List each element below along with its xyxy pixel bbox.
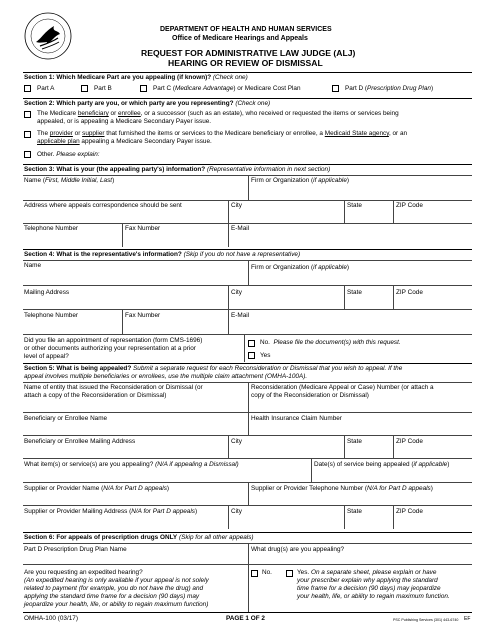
s4-yes-checkbox[interactable]	[248, 352, 255, 359]
beneficiary-checkbox[interactable]	[24, 111, 31, 118]
s4-yes-label: Yes	[260, 352, 271, 359]
s5-beneficiary-address-label: Beneficiary or Enrollee Mailing Address	[24, 438, 136, 445]
part-d-checkbox[interactable]	[332, 85, 339, 92]
beneficiary-option-line2: appealed, or is appealing a Medicare Secondary Payer issue.	[37, 118, 212, 125]
s6-expedited-question-1: Are you requesting an expedited hearing?	[24, 569, 143, 576]
s5-state-label: State	[347, 438, 362, 445]
beneficiary-option-line1: The Medicare beneficiary or enrollee, or a successor (such as an estate), who received or requested the items or services being	[37, 110, 399, 117]
form-number: OMHA-100 (03/17)	[24, 615, 78, 622]
s6-expedited-question-4: applying the standard time frame for a decision (90 days) may	[24, 593, 200, 600]
s6-yes-explain-2: your prescriber explain why applying the standard	[297, 577, 438, 584]
s6-yes-label: Yes. On a separate sheet, please explain or have	[297, 569, 437, 576]
s4-email-label: E-Mail	[231, 312, 250, 319]
other-option-label: Other. Please explain:	[37, 151, 100, 158]
section2-heading: Section 2: Which party are you, or which party are you representing? (Check one)	[24, 100, 271, 107]
section4-heading: Section 4: What is the representative's information? (Skip if you do not have a representative)	[24, 251, 301, 258]
form-title-line1: REQUEST FOR ADMINISTRATIVE LAW JUDGE (ALJ)	[141, 48, 356, 58]
section3-heading: Section 3: What is your (the appealing party's) information? (Representative information in next section)	[24, 166, 331, 173]
s5-recon-label-1: Reconsideration (Medicare Appeal or Case) Number (or attach a	[251, 384, 434, 391]
form-title-line2: HEARING OR REVIEW OF DISMISSAL	[168, 58, 323, 68]
part-c-checkbox[interactable]	[140, 85, 147, 92]
s5-zip2-label: ZIP Code	[396, 508, 423, 515]
hhs-seal	[24, 12, 72, 60]
s4-name-label: Name	[24, 262, 42, 269]
s6-no-label: No.	[262, 569, 272, 576]
s6-expedited-question-3: related to payment (for example, you do not have the drug) and	[24, 585, 204, 592]
s4-city-label: City	[231, 289, 243, 296]
s4-appointment-question-2: or other documents authorizing your representation at a prior	[24, 345, 196, 352]
s6-no-checkbox[interactable]	[251, 570, 258, 577]
s6-yes-checkbox[interactable]	[286, 570, 293, 577]
s6-drug-label: What drug(s) are you appealing?	[251, 546, 345, 553]
dept-heading: DEPARTMENT OF HEALTH AND HUMAN SERVICES	[160, 26, 332, 33]
ef-mark: EF	[464, 616, 471, 622]
part-b-checkbox[interactable]	[81, 85, 88, 92]
s5-entity-label-1: Name of entity that issued the Reconsideration or Dismissal (or	[24, 384, 203, 391]
s4-zip-label: ZIP Code	[396, 289, 423, 296]
s5-beneficiary-name-label: Beneficiary or Enrollee Name	[24, 415, 108, 422]
s6-expedited-question-5: jeopardize your health, life, or ability to regain maximum function)	[24, 601, 209, 608]
s5-dates-label: Date(s) of service being appealed (if applicable)	[314, 461, 450, 468]
section1-heading: Section 1: Which Medicare Part are you appealing (if known)? (Check one)	[24, 74, 248, 81]
s5-hicn-label: Health Insurance Claim Number	[251, 415, 342, 422]
s4-appointment-question-3: level of appeal?	[24, 353, 69, 360]
s5-zip-label: ZIP Code	[396, 438, 423, 445]
s4-state-label: State	[347, 289, 362, 296]
s3-email-label: E-Mail	[231, 225, 250, 232]
s5-recon-label-2: copy of the Reconsideration or Dismissal)	[251, 392, 369, 399]
s6-yes-explain-3: time frame for a decision (90 days) may jeopardize	[297, 585, 441, 592]
other-checkbox[interactable]	[24, 151, 31, 158]
s6-yes-explain-4: your health, life, or ability to regain maximum function.	[297, 593, 450, 600]
s4-firm-label: Firm or Organization (if applicable)	[251, 264, 350, 271]
s3-state-label: State	[347, 202, 362, 209]
s5-items-label: What item(s) or service(s) are you appealing? (N/A if appealing a Dismissal)	[24, 461, 239, 468]
s3-name-label: Name (First, Middle Initial, Last)	[24, 177, 115, 184]
page-number: PAGE 1 OF 2	[226, 615, 265, 622]
part-a-label: Part A	[37, 85, 55, 92]
office-heading: Office of Medicare Hearings and Appeals	[172, 35, 308, 42]
s4-telephone-label: Telephone Number	[24, 312, 78, 319]
part-a-checkbox[interactable]	[24, 85, 31, 92]
provider-checkbox[interactable]	[24, 131, 31, 138]
s5-supplier-address-label: Supplier or Provider Mailing Address (N/A for Part D appeals)	[24, 508, 198, 515]
s3-fax-label: Fax Number	[125, 225, 161, 232]
s6-expedited-question-2: (An expedited hearing is only available if your appeal is not solely	[24, 577, 209, 584]
s3-zip-label: ZIP Code	[396, 202, 423, 209]
s3-firm-label: Firm or Organization (if applicable)	[251, 177, 350, 184]
s5-supplier-name-label: Supplier or Provider Name (N/A for Part D appeals)	[24, 485, 170, 492]
part-d-label: Part D (Prescription Drug Plan)	[345, 85, 434, 92]
s6-plan-name-label: Part D Prescription Drug Plan Name	[24, 546, 127, 553]
s5-city-label: City	[231, 438, 243, 445]
part-b-label: Part B	[94, 85, 112, 92]
s3-city-label: City	[231, 202, 243, 209]
s5-supplier-phone-label: Supplier or Provider Telephone Number (N/A for Part D appeals)	[251, 485, 433, 492]
s4-fax-label: Fax Number	[125, 312, 161, 319]
s4-appointment-question-1: Did you file an appointment of representation (form CMS-1696)	[24, 337, 203, 344]
provider-option-line2: applicable plan appealing a Medicare Secondary Payer issue.	[37, 138, 212, 145]
provider-option-line1: The provider or supplier that furnished the items or services to the Medicare beneficiary or enrollee, a Medicaid State agency, or an	[37, 130, 408, 137]
s4-no-checkbox[interactable]	[248, 340, 255, 347]
s5-state2-label: State	[347, 508, 362, 515]
s3-address-label: Address where appeals correspondence should be sent	[24, 202, 182, 209]
section5-note-line2: appeal involves multiple beneficiaries or enrollees, use the multiple claim attachment (OMHA-100A).	[24, 373, 308, 380]
s4-no-label: No. Please file the document(s) with this request.	[260, 339, 401, 346]
section5-heading: Section 5: What is being appealed? Submit a separate request for each Reconsideration or Dismissal that you wish to appeal. If the	[24, 365, 403, 372]
publisher-note: PSC Publishing Services (301) 443-6740	[393, 618, 459, 622]
part-c-label: Part C (Medicare Advantage) or Medicare Cost Plan	[153, 85, 301, 92]
s5-city2-label: City	[231, 508, 243, 515]
s5-entity-label-2: attach a copy of the Reconsideration or Dismissal)	[24, 392, 167, 399]
s3-telephone-label: Telephone Number	[24, 225, 78, 232]
section6-heading: Section 6: For appeals of prescription drugs ONLY (Skip for all other appeals)	[24, 534, 254, 541]
s4-address-label: Mailing Address	[24, 289, 70, 296]
